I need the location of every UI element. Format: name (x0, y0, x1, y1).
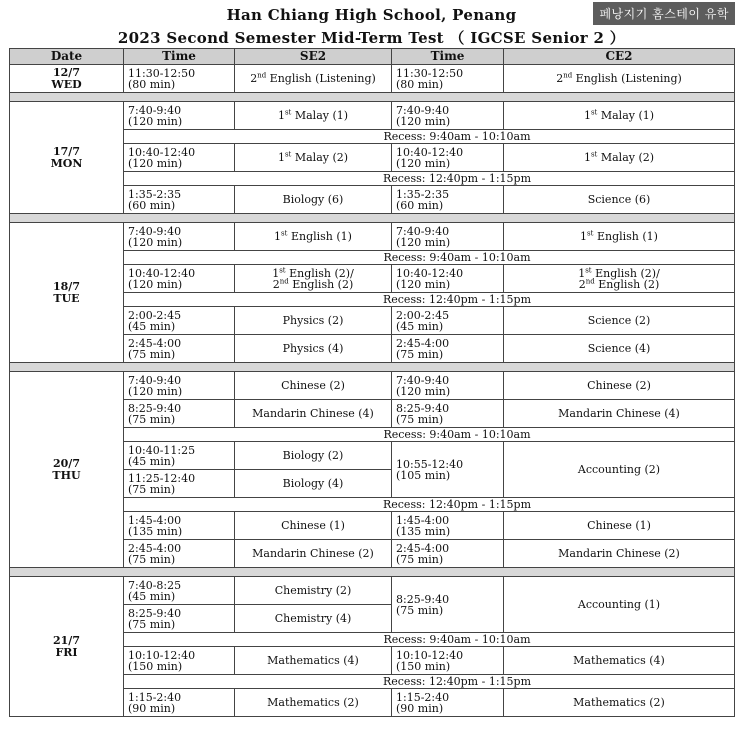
table-cell (392, 400, 504, 428)
cell-text: Malay (1) (291, 109, 349, 122)
cell-text: 1:15-2:40 (128, 690, 182, 704)
cell-text: 21/7 (53, 633, 80, 647)
table-cell (235, 223, 392, 251)
cell-text: FRI (55, 645, 78, 659)
cell-text: English (Listening) (266, 72, 376, 85)
table-cell (392, 186, 504, 214)
cell-text: Chinese (1) (504, 512, 735, 540)
cell-text: Mathematics (2) (504, 689, 735, 717)
cell-text: 1 (277, 151, 285, 164)
cell-text: (80 min) (128, 77, 176, 91)
cell-text: (120 min) (396, 277, 451, 291)
date-cell (10, 372, 124, 568)
table-cell (392, 335, 504, 363)
cell-text: (80 min) (396, 77, 444, 91)
cell-text: (120 min) (396, 384, 451, 398)
cell-text: st (281, 229, 288, 238)
cell-text: Biology (4) (235, 470, 392, 498)
cell-text: (150 min) (128, 659, 183, 673)
cell-text: 1 (583, 109, 591, 122)
cell-text: 7:40-9:40 (128, 103, 182, 117)
cell-text: (120 min) (396, 114, 451, 128)
cell-text: Mandarin Chinese (4) (235, 400, 392, 428)
table-cell (392, 540, 504, 568)
cell-text: Chemistry (2) (235, 577, 392, 605)
table-cell (124, 307, 235, 335)
table-row (10, 372, 735, 400)
cell-text: (75 min) (396, 347, 444, 361)
cell-text: Biology (6) (235, 186, 392, 214)
subject-cell (504, 65, 735, 93)
table-cell (10, 363, 735, 372)
cell-text: 2:45-4:00 (128, 541, 182, 555)
table-cell (10, 214, 735, 223)
cell-text: (75 min) (128, 482, 176, 496)
table-cell (124, 335, 235, 363)
cell-text: THU (52, 468, 81, 482)
time-cell (392, 65, 504, 93)
cell-text: 7:40-8:25 (128, 578, 182, 592)
cell-text: nd (257, 71, 267, 80)
cell-text: 8:25-9:40 (396, 401, 450, 415)
cell-text: Mandarin Chinese (2) (235, 540, 392, 568)
table-cell (235, 144, 392, 172)
cell-text: 8:25-9:40 (128, 606, 182, 620)
cell-text: Physics (4) (235, 335, 392, 363)
table-cell (124, 647, 235, 675)
cell-text: nd (563, 71, 573, 80)
cell-text: 11:25-12:40 (128, 471, 196, 485)
table-cell (124, 144, 235, 172)
cell-text: 2:45-4:00 (396, 541, 450, 555)
table-cell (392, 689, 504, 717)
page-title: Han Chiang High School, Penang (226, 6, 517, 24)
cell-text: 20/7 (53, 456, 80, 470)
cell-text: Recess: 12:40pm - 1:15pm (124, 293, 735, 307)
cell-text: st (284, 108, 292, 117)
cell-text: English (2) (288, 277, 354, 291)
cell-text: Recess: 9:40am - 10:10am (124, 633, 735, 647)
table-cell (124, 400, 235, 428)
date: 12/7 (53, 65, 80, 79)
table-cell (124, 540, 235, 568)
table-cell (124, 372, 235, 400)
cell-text: nd (585, 276, 595, 285)
cell-text: (120 min) (128, 156, 183, 170)
cell-text: 11:30-12:50 (396, 66, 464, 80)
cell-text: 7:40-9:40 (128, 224, 182, 238)
time-cell (124, 65, 235, 93)
cell-text: (90 min) (396, 701, 444, 715)
table-cell (124, 689, 235, 717)
cell-text: 1:35-2:35 (128, 187, 182, 201)
cell-text: 7:40-9:40 (396, 373, 450, 387)
cell-text: 18/7 (53, 279, 80, 293)
cell-text: TUE (53, 291, 80, 305)
cell-text: st (590, 108, 598, 117)
cell-text: 2 (578, 277, 586, 291)
cell-text: (75 min) (128, 552, 176, 566)
cell-text: nd (279, 276, 289, 285)
table-cell (124, 470, 235, 498)
cell-text: (75 min) (128, 347, 176, 361)
table-row (10, 65, 735, 93)
cell-text: Recess: 9:40am - 10:10am (124, 428, 735, 442)
cell-text: (45 min) (128, 454, 176, 468)
cell-text: (75 min) (396, 412, 444, 426)
cell-text: 1 (277, 109, 285, 122)
table-cell (504, 144, 735, 172)
table-cell (10, 568, 735, 577)
table-cell (392, 144, 504, 172)
cell-text: Recess: 9:40am - 10:10am (124, 130, 735, 144)
cell-text: (120 min) (396, 156, 451, 170)
cell-text: 2 (272, 277, 280, 291)
cell-text: Chinese (2) (504, 372, 735, 400)
separator-row (10, 214, 735, 223)
cell-text: Malay (2) (291, 151, 349, 164)
cell-text: 8:25-9:40 (396, 592, 450, 606)
cell-text: 11:30-12:50 (128, 66, 196, 80)
cell-text: 2:00-2:45 (128, 308, 182, 322)
cell-text: (105 min) (396, 468, 451, 482)
table-cell (235, 265, 392, 293)
table-cell (124, 442, 235, 470)
cell-text: Chemistry (4) (235, 605, 392, 633)
table-cell (124, 186, 235, 214)
table-cell (392, 577, 504, 633)
cell-text: Recess: 12:40pm - 1:15pm (124, 498, 735, 512)
weekday: WED (51, 77, 82, 91)
cell-text: 2:45-4:00 (396, 336, 450, 350)
cell-text: Malay (2) (597, 151, 655, 164)
cell-text: 1 (583, 151, 591, 164)
cell-text: Chinese (1) (235, 512, 392, 540)
cell-text: 2:00-2:45 (396, 308, 450, 322)
table-cell (10, 93, 735, 102)
cell-text: 10:40-12:40 (396, 266, 464, 280)
cell-text: 2:45-4:00 (128, 336, 182, 350)
cell-text: Mandarin Chinese (2) (504, 540, 735, 568)
header-date: Date (10, 49, 124, 65)
cell-text: Science (4) (504, 335, 735, 363)
cell-text: Mathematics (2) (235, 689, 392, 717)
cell-text: st (585, 265, 592, 274)
table-cell (392, 372, 504, 400)
cell-text: 1 (274, 230, 282, 243)
cell-text: (120 min) (396, 235, 451, 249)
cell-text: (45 min) (128, 589, 176, 603)
cell-text: 7:40-9:40 (128, 373, 182, 387)
header-time-se2: Time (124, 49, 235, 65)
subject-cell (235, 65, 392, 93)
separator-row (10, 568, 735, 577)
cell-text: (120 min) (128, 235, 183, 249)
cell-text: 1:45-4:00 (128, 513, 182, 527)
cell-text: st (590, 150, 598, 159)
cell-text: Chinese (2) (235, 372, 392, 400)
cell-text: English (1) (593, 230, 658, 243)
cell-text: (135 min) (128, 524, 183, 538)
table-cell (392, 307, 504, 335)
date-cell (10, 102, 124, 214)
cell-text: English (2)/ (591, 266, 660, 280)
cell-text: Science (2) (504, 307, 735, 335)
cell-text: 1 (578, 266, 586, 280)
cell-text: Biology (2) (235, 442, 392, 470)
cell-text: 1 (580, 230, 588, 243)
cell-text: (60 min) (396, 198, 444, 212)
cell-text: 10:40-11:25 (128, 443, 196, 457)
table-row (10, 223, 735, 251)
table-cell (124, 265, 235, 293)
table-cell (124, 577, 235, 605)
table-cell (392, 512, 504, 540)
cell-text: Recess: 9:40am - 10:10am (124, 251, 735, 265)
table-cell (235, 102, 392, 130)
cell-text: Accounting (1) (504, 577, 735, 633)
cell-text: (45 min) (396, 319, 444, 333)
cell-text: 8:25-9:40 (128, 401, 182, 415)
table-cell (392, 442, 504, 498)
cell-text: English (2) (594, 277, 660, 291)
cell-text: 10:10-12:40 (128, 648, 196, 662)
cell-text: MON (50, 156, 83, 170)
table-cell (124, 512, 235, 540)
cell-text: (90 min) (128, 701, 176, 715)
separator-row (10, 363, 735, 372)
cell-text: 17/7 (53, 144, 80, 158)
table-cell (392, 223, 504, 251)
cell-text: Science (6) (504, 186, 735, 214)
cell-text: 10:55-12:40 (396, 457, 464, 471)
date-cell (10, 577, 124, 717)
table-cell (124, 102, 235, 130)
cell-text: Recess: 12:40pm - 1:15pm (124, 172, 735, 186)
cell-text: Recess: 12:40pm - 1:15pm (124, 675, 735, 689)
header-se2: SE2 (235, 49, 392, 65)
cell-text: 2 (250, 72, 258, 85)
page-subtitle: 2023 Second Semester Mid-Term Test （ IGCSE Senior 2 ） (117, 29, 626, 47)
table-cell (124, 605, 235, 633)
cell-text: 1:35-2:35 (396, 187, 450, 201)
cell-text: English (1) (287, 230, 352, 243)
cell-text: English (2)/ (285, 266, 354, 280)
table-row (10, 577, 735, 605)
cell-text: 1 (272, 266, 280, 280)
cell-text: 7:40-9:40 (396, 224, 450, 238)
cell-text: (60 min) (128, 198, 176, 212)
cell-text: 1:45-4:00 (396, 513, 450, 527)
cell-text: (120 min) (128, 114, 183, 128)
cell-text: (120 min) (128, 277, 183, 291)
cell-text: (75 min) (128, 617, 176, 631)
cell-text: (75 min) (396, 603, 444, 617)
date-cell (10, 223, 124, 363)
table-cell (504, 265, 735, 293)
table-row (10, 102, 735, 130)
table-cell (124, 223, 235, 251)
watermark-badge: 페낭지기 홈스테이 유학 (593, 2, 735, 25)
table-cell (392, 102, 504, 130)
cell-text: 10:40-12:40 (128, 145, 196, 159)
cell-text: Mathematics (4) (235, 647, 392, 675)
cell-text: Accounting (2) (504, 442, 735, 498)
cell-text: 10:40-12:40 (396, 145, 464, 159)
cell-text: 1:15-2:40 (396, 690, 450, 704)
separator-row (10, 93, 735, 102)
cell-text: (150 min) (396, 659, 451, 673)
table-cell (504, 102, 735, 130)
table-cell (392, 265, 504, 293)
cell-text: 2 (556, 72, 564, 85)
exam-timetable (9, 48, 735, 717)
cell-text: st (279, 265, 286, 274)
table-header-row (10, 49, 735, 65)
date-cell (10, 65, 124, 93)
cell-text: Physics (2) (235, 307, 392, 335)
cell-text: st (284, 150, 292, 159)
header-ce2: CE2 (504, 49, 735, 65)
cell-text: (45 min) (128, 319, 176, 333)
table-cell (504, 223, 735, 251)
cell-text: 7:40-9:40 (396, 103, 450, 117)
cell-text: st (587, 229, 594, 238)
cell-text: 10:10-12:40 (396, 648, 464, 662)
header-time-ce2: Time (392, 49, 504, 65)
table-cell (392, 647, 504, 675)
cell-text: (135 min) (396, 524, 451, 538)
cell-text: English (Listening) (572, 72, 682, 85)
cell-text: Mathematics (4) (504, 647, 735, 675)
cell-text: Malay (1) (597, 109, 655, 122)
cell-text: (75 min) (396, 552, 444, 566)
cell-text: (120 min) (128, 384, 183, 398)
cell-text: 10:40-12:40 (128, 266, 196, 280)
cell-text: Mandarin Chinese (4) (504, 400, 735, 428)
cell-text: (75 min) (128, 412, 176, 426)
